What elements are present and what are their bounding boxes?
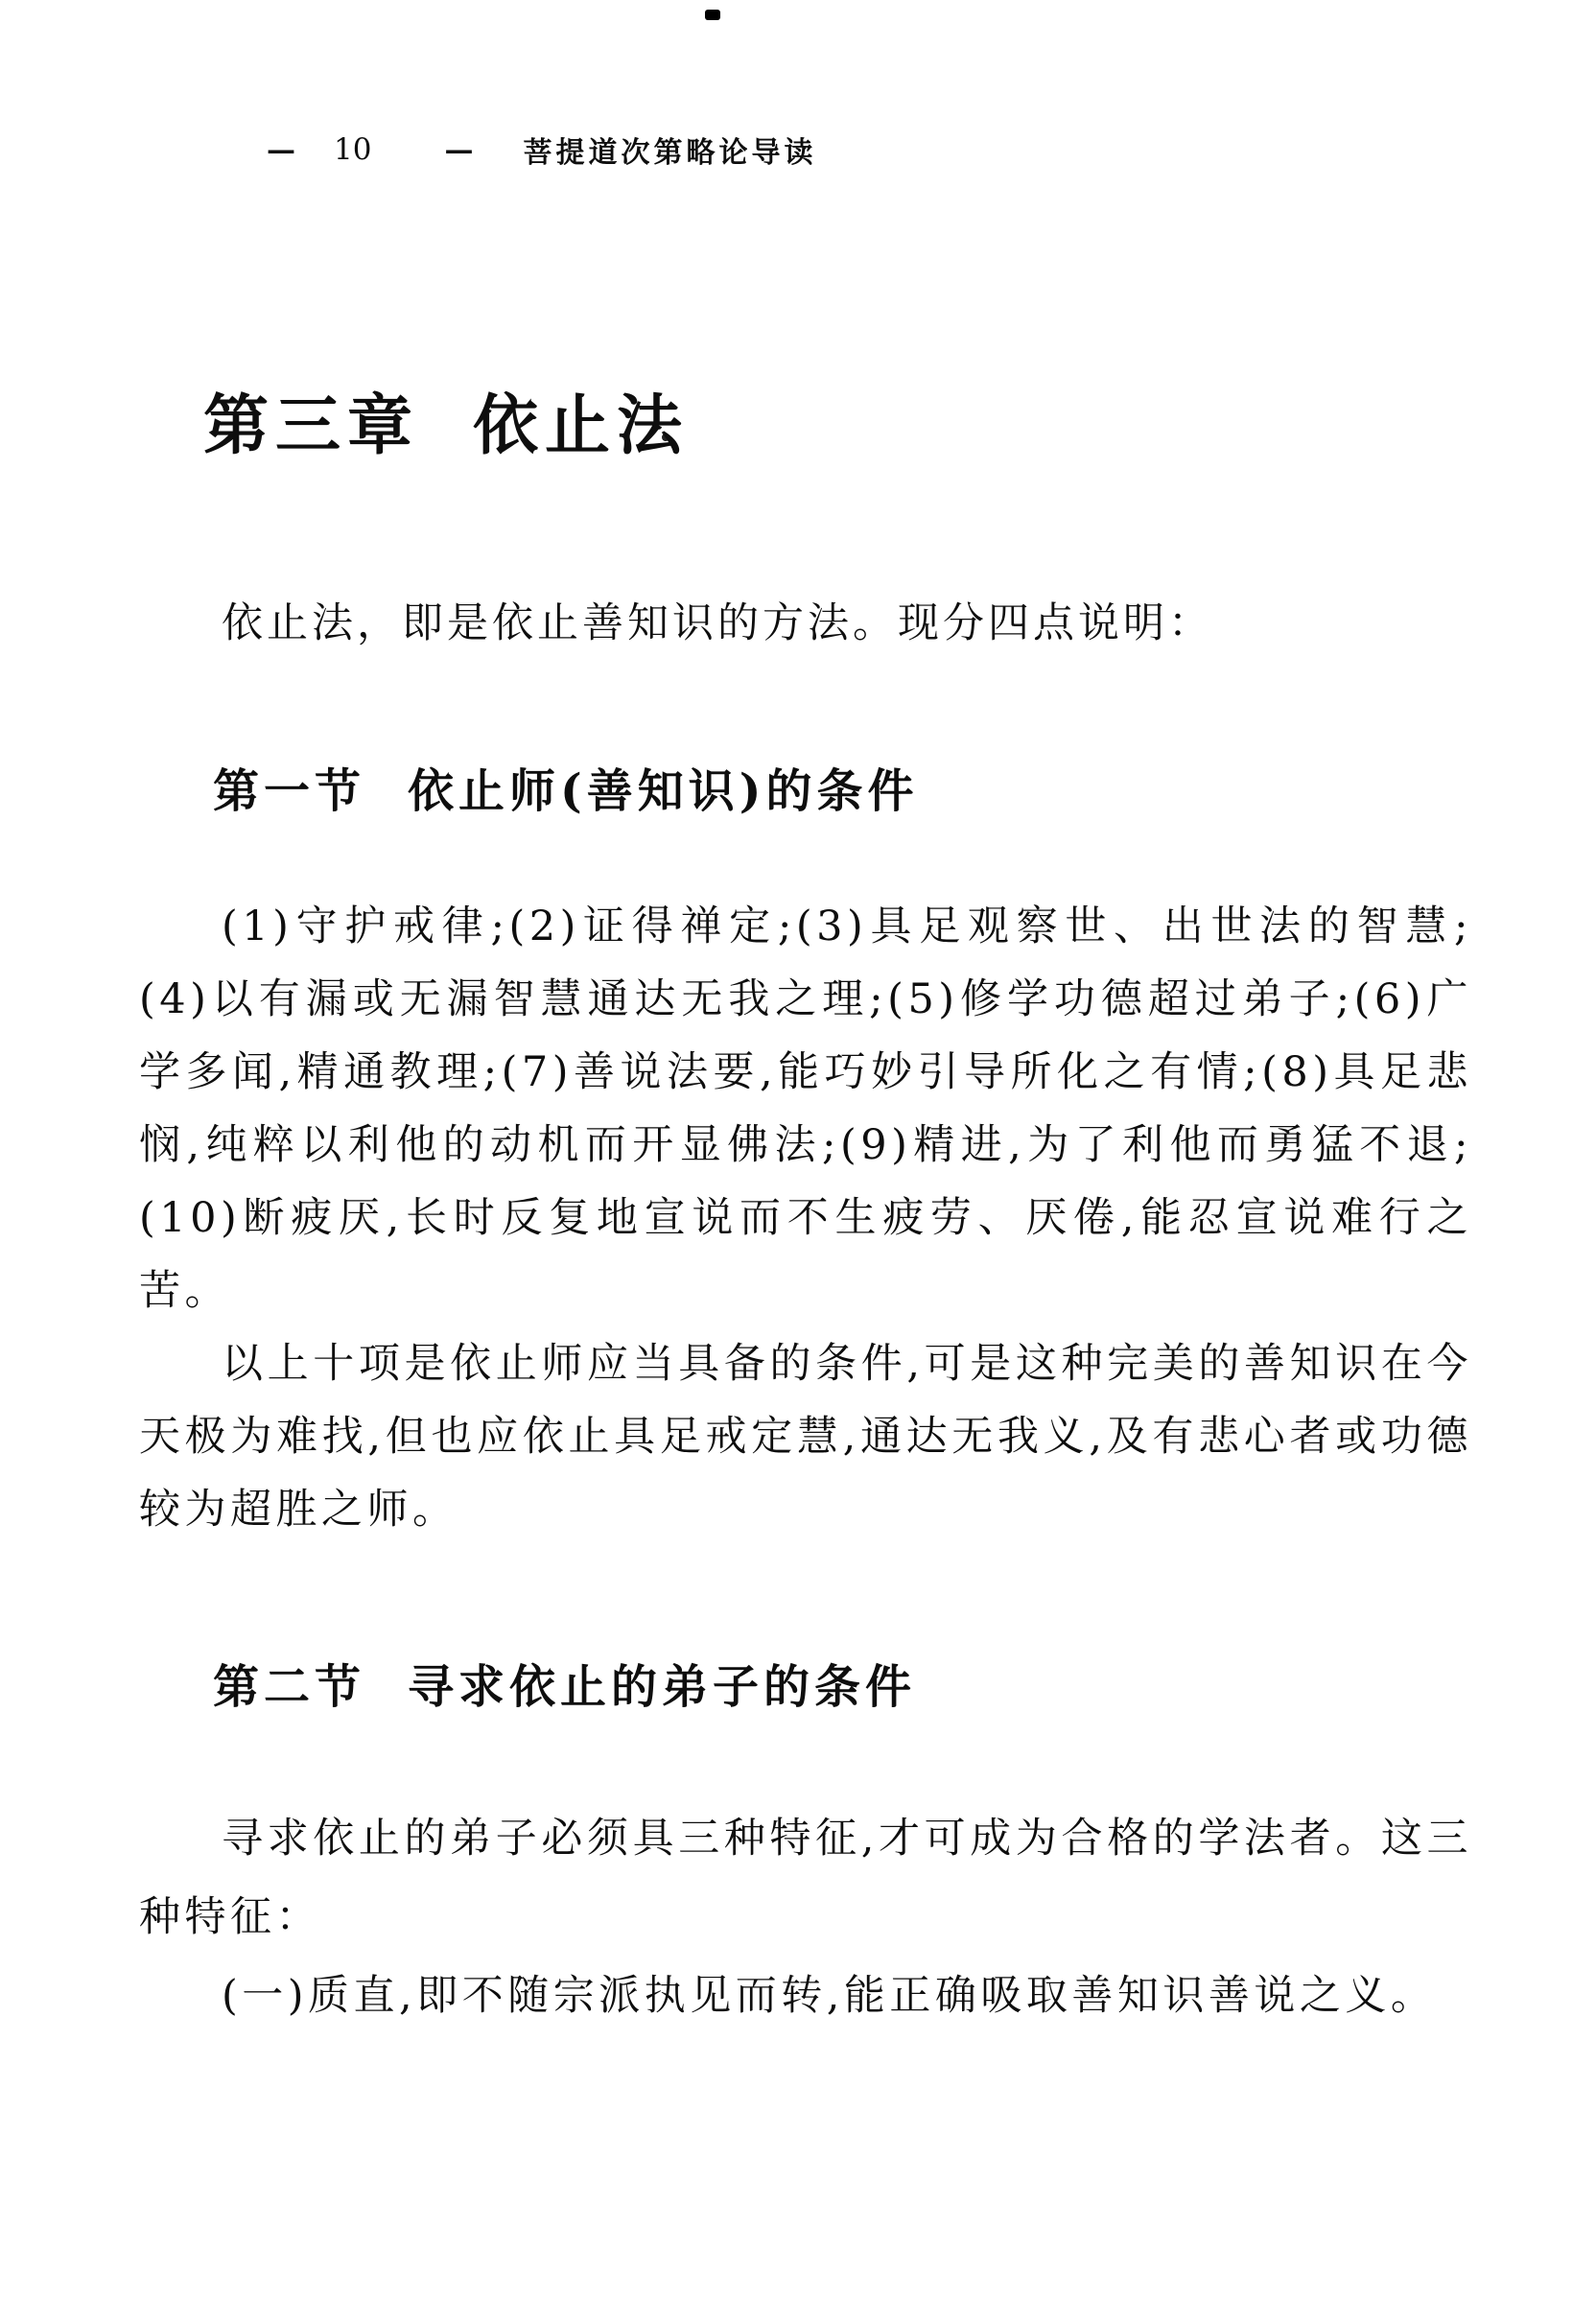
paragraph: (一)质直,即不随宗派执见而转,能正确吸取善知识善说之义。: [222, 1972, 1437, 2020]
section-2-heading: [213, 1650, 916, 1716]
intro-paragraph: 依止法，即是依止善知识的方法。现分四点说明：: [222, 599, 1213, 647]
paragraph: 以上十项是依止师应当具备的条件,可是这种完美的善知识在今天极为难找,但也应依止具足戒定慧,通达无我义,及有悲心者或功德较为超胜之师。: [139, 1340, 1472, 1534]
chapter-label: 第三章: [203, 387, 420, 464]
section-1-body: [139, 890, 1472, 1546]
header-dash-right: —: [444, 132, 474, 167]
section-1-heading: [213, 754, 918, 820]
section-1-label: 第一节: [213, 764, 366, 818]
section-2-body: [139, 1799, 1472, 2035]
section-1-title: 依止师(善知识)的条件: [408, 764, 919, 818]
book-title: 菩提道次第略论导读: [523, 136, 817, 170]
paragraph: (1)守护戒律;(2)证得禅定;(3)具足观察世、出世法的智慧;(4)以有漏或无漏智慧通达无我之理;(5)修学功德超过弟子;(6)广学多闻,精通教理;(7)善说法要,能巧妙引导所化之有情;(8)具足悲悯,纯粹以利他的动机而开显佛法;(9)精进,为了利他而勇猛不退;(10)断疲厌,长时反复地宣说而不生疲劳、厌倦,能忍宣说难行之苦。: [139, 903, 1472, 1315]
header-dash-left: —: [267, 132, 295, 167]
section-2-title: 寻求依止的弟子的条件: [408, 1660, 917, 1714]
chapter-title: 依止法: [473, 387, 690, 464]
running-header: [267, 129, 816, 171]
page-number: 10: [334, 132, 372, 167]
section-2-label: 第二节: [213, 1660, 366, 1714]
scan-speck: [705, 10, 720, 20]
chapter-heading: [203, 374, 689, 467]
paragraph: 寻求依止的弟子必须具三种特征,才可成为合格的学法者。这三种特征：: [139, 1815, 1472, 1941]
